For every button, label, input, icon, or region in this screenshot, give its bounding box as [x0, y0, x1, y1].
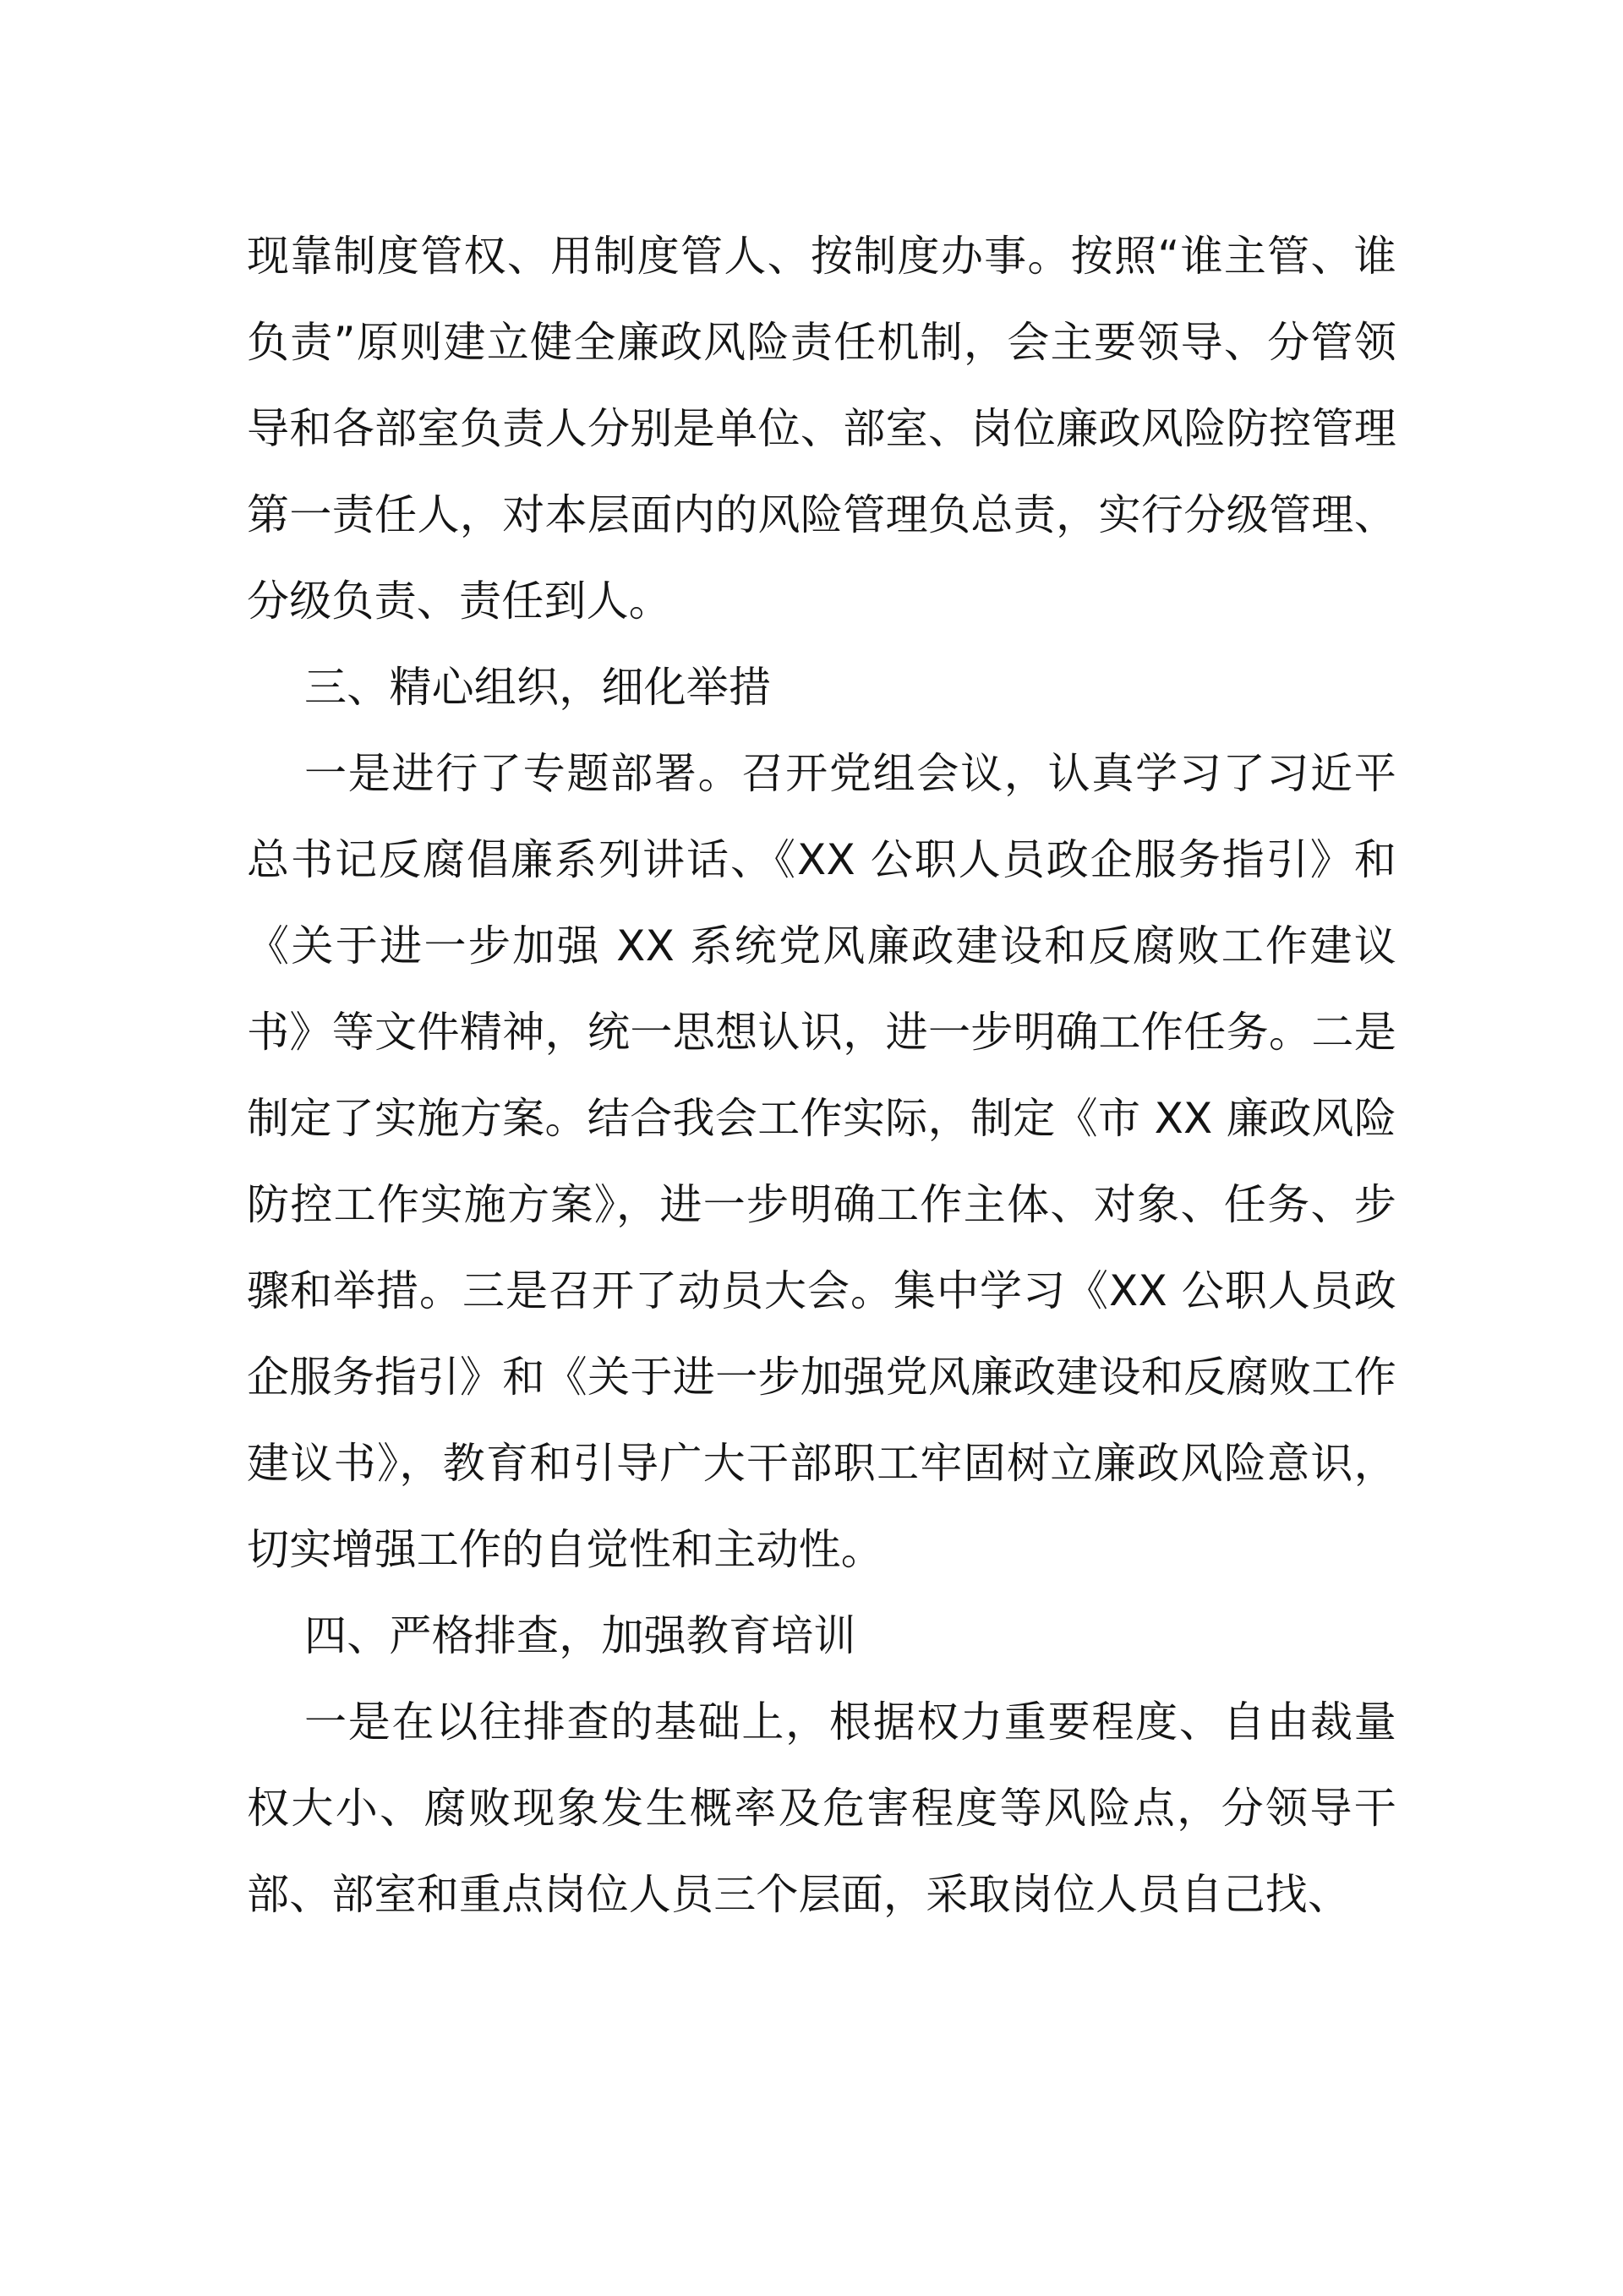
paragraph-deployment-measures: 一是进行了专题部署。召开党组会议，认真学习了习近平总书记反腐倡廉系列讲话、《XX 公职人员政企服务指引》和《关于进一步加强 XX 系统党风廉政建设和反腐败工作建议书》等文件精神，统一思想认识，进一步明确工作任务。二是制定了实施方案。结合我会工作实际，制定《市 XX 廉政风险防控工作实施方案》，进一步明确工作主体、对象、任务、步骤和举措。三是召开了动员大会。集中学习《XX 公职人员政企服务指引》和《关于进一步加强党风廉政建设和反腐败工作建议书》，教育和引导广大干部职工牢固树立廉政风险意识，切实增强工作的自觉性和主动性。 [247, 749, 1396, 1574]
paragraph-risk-screening: 一是在以往排查的基础上，根据权力重要程度、自由裁量权大小、腐败现象发生概率及危害程度等风险点，分领导干部、部室和重点岗位人员三个层面，采取岗位人员自己找、 [247, 1697, 1396, 1919]
paragraph-responsibility-mechanism: 现靠制度管权、用制度管人、按制度办事。按照“谁主管、谁负责”原则建立健全廉政风险责任机制，会主要领导、分管领导和各部室负责人分别是单位、部室、岗位廉政风险防控管理第一责任人，对本层面内的风险管理负总责，实行分级管理、分级负责、责任到人。 [247, 232, 1396, 626]
section-heading-four: 四、严格排查，加强教育培训 [304, 1611, 856, 1660]
section-heading-three: 三、精心组织，细化举措 [304, 663, 772, 712]
document-body [247, 213, 1396, 1938]
